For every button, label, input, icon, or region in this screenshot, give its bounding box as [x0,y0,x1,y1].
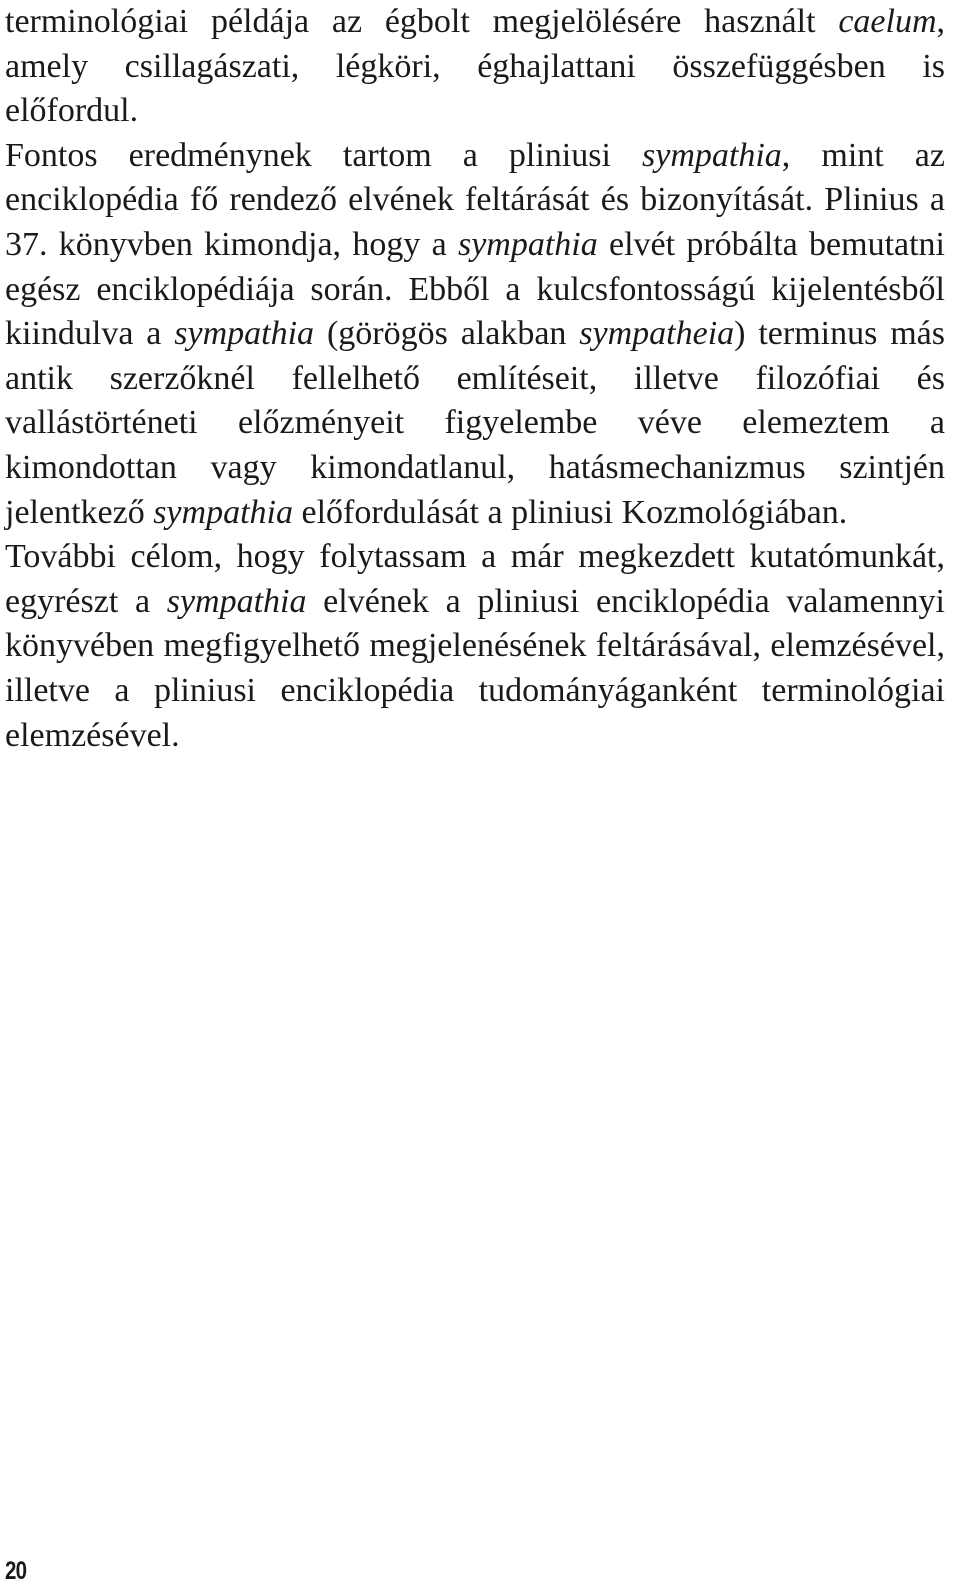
paragraph-intro [5,0,945,134]
text-segment: elvét próbálta bemutatni egész enciklopédiája során. Ebből a kulcsfontosságú kijelentésből kiindulva a [5,225,945,353]
italic-term-caelum: caelum [838,3,937,40]
text-segment: előfordulását a pliniusi Kozmológiában. [292,493,848,531]
text-segment: További célom, hogy folytassam a már megkezdett kutatómunkát, egyrészt a [5,538,945,620]
text-segment: ) terminus más antik szerzőknél fellelhető említéseit, illetve filozófiai és vallástörténeti előzményeit figyelembe véve elemeztem a kimondottan vagy kimondatlanul, hatásmechanizmus szintjén jelentkező [5,315,945,531]
italic-term-sympathia: sympathia [166,582,307,620]
text-segment: terminológiai példája az égbolt megjelölésére használt [5,3,839,40]
text-segment: , amely csillagászati, légköri, éghajlattani összefüggésben is előfordul. [5,3,945,130]
page-number: 20 [5,1557,27,1585]
italic-term-sympatheia: sympatheia [579,315,735,353]
text-segment: Fontos eredménynek tartom a pliniusi [5,136,643,174]
document-page [5,0,945,758]
paragraph-sympathia-findings [5,134,945,535]
text-segment: (görögös alakban [314,315,580,353]
italic-term-sympathia: sympathia [457,225,598,263]
text-segment: , mint az enciklopédia fő rendező elvének feltárását és bizonyítását. Plinius a 37. könyvben kimondja, hogy a [5,136,945,263]
paragraph-further-goals [5,535,945,758]
text-segment: elvének a pliniusi enciklopédia valamennyi könyvében megfigyelhető megjelenésének feltárásával, elemzésével, illetve a pliniusi enciklopédia tudományáganként terminológiai elemzésével. [5,582,945,754]
italic-term-sympathia: sympathia [174,315,315,353]
italic-term-sympathia: sympathia [642,136,782,174]
italic-term-sympathia: sympathia [153,493,293,531]
